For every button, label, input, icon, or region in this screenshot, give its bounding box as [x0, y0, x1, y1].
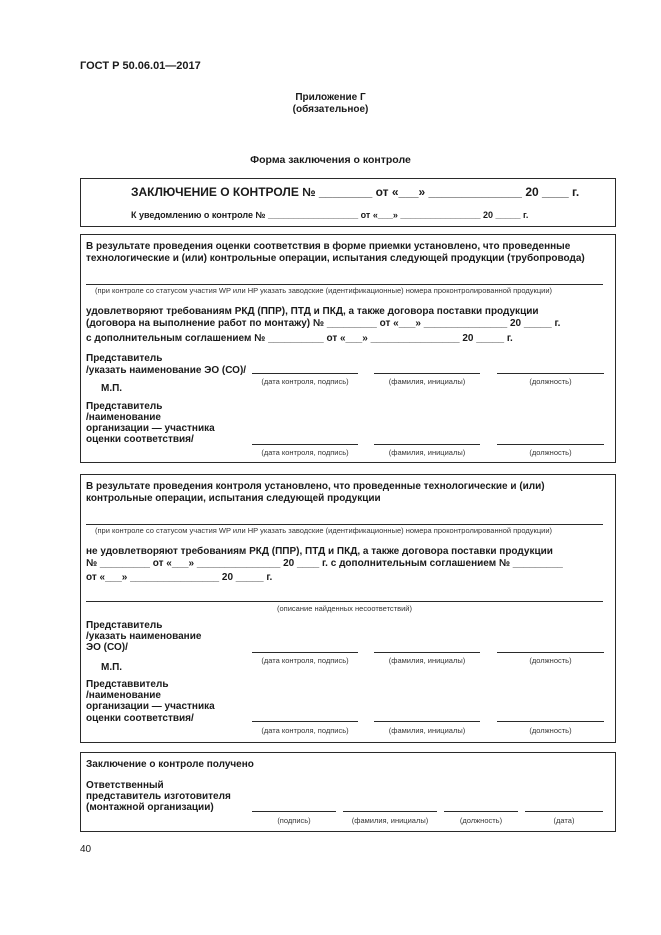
- date-caption: (дата): [553, 816, 575, 825]
- position-caption: (должность): [459, 816, 503, 825]
- name-line: [374, 373, 480, 374]
- stamp-placeholder: М.П.: [101, 383, 123, 394]
- positive-requirements-line-2: (договора на выполнение работ по монтажу) № _________ от «___» _______________ 20 _____ г.: [86, 318, 561, 329]
- product-id-line: [86, 284, 603, 285]
- participant-org-hint-2: организации — участника: [86, 423, 215, 434]
- negative-requirements-line-1: не удовлетворяют требованиям РКД (ППР), ПТД и ПКД, а также договора поставки продукции: [86, 546, 553, 557]
- date-line: [525, 811, 603, 812]
- representative-org-hint-1: /указать наименование: [86, 631, 202, 642]
- participant-representative-label: Представвитель: [86, 679, 169, 690]
- received-title: Заключение о контроле получено: [86, 759, 254, 770]
- stamp-placeholder: М.П.: [101, 662, 123, 673]
- negative-intro-line-2: контрольные операции, испытания следующей продукции: [86, 493, 381, 504]
- product-id-line: [86, 524, 603, 525]
- position-line: [497, 652, 604, 653]
- document-code: ГОСТ Р 50.06.01—2017: [80, 60, 201, 72]
- name-line: [374, 721, 480, 722]
- defects-line: [86, 601, 603, 602]
- negative-intro-line-1: В результате проведения контроля установлено, что проведенные технологические и (или): [86, 481, 545, 492]
- positive-result-box: [80, 234, 616, 463]
- position-caption: (должность): [529, 377, 572, 386]
- name-caption: (фамилия, инициалы): [388, 448, 466, 457]
- date-signature-caption: (дата контроля, подпись): [261, 726, 349, 735]
- name-line: [374, 652, 480, 653]
- positive-intro-line-1: В результате проведения оценки соответствия в форме приемки установлено, что проведенные: [86, 241, 571, 252]
- form-title: Форма заключения о контроле: [250, 154, 411, 166]
- notice-reference: К уведомлению о контроле № __________________ от «___» ________________ 20 _____ г.: [131, 210, 529, 220]
- signature-line: [252, 652, 358, 653]
- signature-line: [252, 721, 358, 722]
- representative-label: Представитель: [86, 620, 163, 631]
- participant-org-hint-2: организации — участника: [86, 701, 215, 712]
- defects-caption: (описание найденных несоответствий): [277, 604, 412, 613]
- position-line: [497, 373, 604, 374]
- name-caption: (фамилия, инициалы): [351, 816, 429, 825]
- negative-requirements-line-2: № _________ от «___» _______________ 20 ____ г. с дополнительным соглашением № _________: [86, 558, 563, 569]
- received-box: [80, 752, 616, 832]
- position-line: [497, 444, 604, 445]
- position-caption: (должность): [529, 448, 572, 457]
- name-line: [343, 811, 437, 812]
- participant-org-hint-1: /наименование: [86, 412, 161, 423]
- annex-title: Приложение Г: [295, 92, 366, 103]
- representative-org-hint-2: ЭО (СО)/: [86, 642, 128, 653]
- responsible-label-2: представитель изготовителя: [86, 791, 231, 802]
- participant-org-hint-3: оценки соответствия/: [86, 434, 194, 445]
- responsible-label-1: Ответственный: [86, 780, 164, 791]
- date-signature-caption: (дата контроля, подпись): [261, 448, 349, 457]
- negative-requirements-line-3: от «___» ________________ 20 _____ г.: [86, 572, 273, 583]
- signature-line: [252, 811, 336, 812]
- product-id-caption: (при контроле со статусом участия WP или HP указать заводские (идентификационные) номера проконтролированной продукции): [95, 286, 553, 295]
- conclusion-header-box: [80, 178, 616, 227]
- date-signature-caption: (дата контроля, подпись): [261, 656, 349, 665]
- name-caption: (фамилия, инициалы): [388, 656, 466, 665]
- representative-org-hint: /указать наименование ЭО (СО)/: [86, 365, 247, 376]
- participant-org-hint-1: /наименование: [86, 690, 161, 701]
- negative-result-box: [80, 474, 616, 743]
- participant-org-hint-3: оценки соответствия/: [86, 713, 194, 724]
- representative-label: Представитель: [86, 353, 163, 364]
- signature-line: [252, 444, 358, 445]
- positive-intro-line-2: технологические и (или) контрольные операции, испытания следующей продукции (трубопровода): [86, 253, 585, 264]
- responsible-label-3: (монтажной организации): [86, 802, 214, 813]
- annex-status: (обязательное): [292, 104, 369, 115]
- name-caption: (фамилия, инициалы): [388, 726, 466, 735]
- participant-representative-label: Представитель: [86, 401, 163, 412]
- product-id-caption: (при контроле со статусом участия WP или HP указать заводские (идентификационные) номера проконтролированной продукции): [95, 526, 553, 535]
- page-number: 40: [80, 844, 92, 855]
- signature-caption: (подпись): [277, 816, 311, 825]
- position-caption: (должность): [529, 656, 572, 665]
- position-caption: (должность): [529, 726, 572, 735]
- date-signature-caption: (дата контроля, подпись): [261, 377, 349, 386]
- position-line: [444, 811, 518, 812]
- name-caption: (фамилия, инициалы): [388, 377, 466, 386]
- name-line: [374, 444, 480, 445]
- position-line: [497, 721, 604, 722]
- positive-requirements-line-3: с дополнительным соглашением № __________ от «___» ________________ 20 _____ г.: [86, 333, 513, 344]
- positive-requirements-line-1: удовлетворяют требованиям РКД (ППР), ПТД и ПКД, а также договора поставки продукции: [86, 306, 539, 317]
- signature-line: [252, 373, 358, 374]
- conclusion-heading: ЗАКЛЮЧЕНИЕ О КОНТРОЛЕ № ________ от «___» ______________ 20 ____ г.: [131, 185, 580, 199]
